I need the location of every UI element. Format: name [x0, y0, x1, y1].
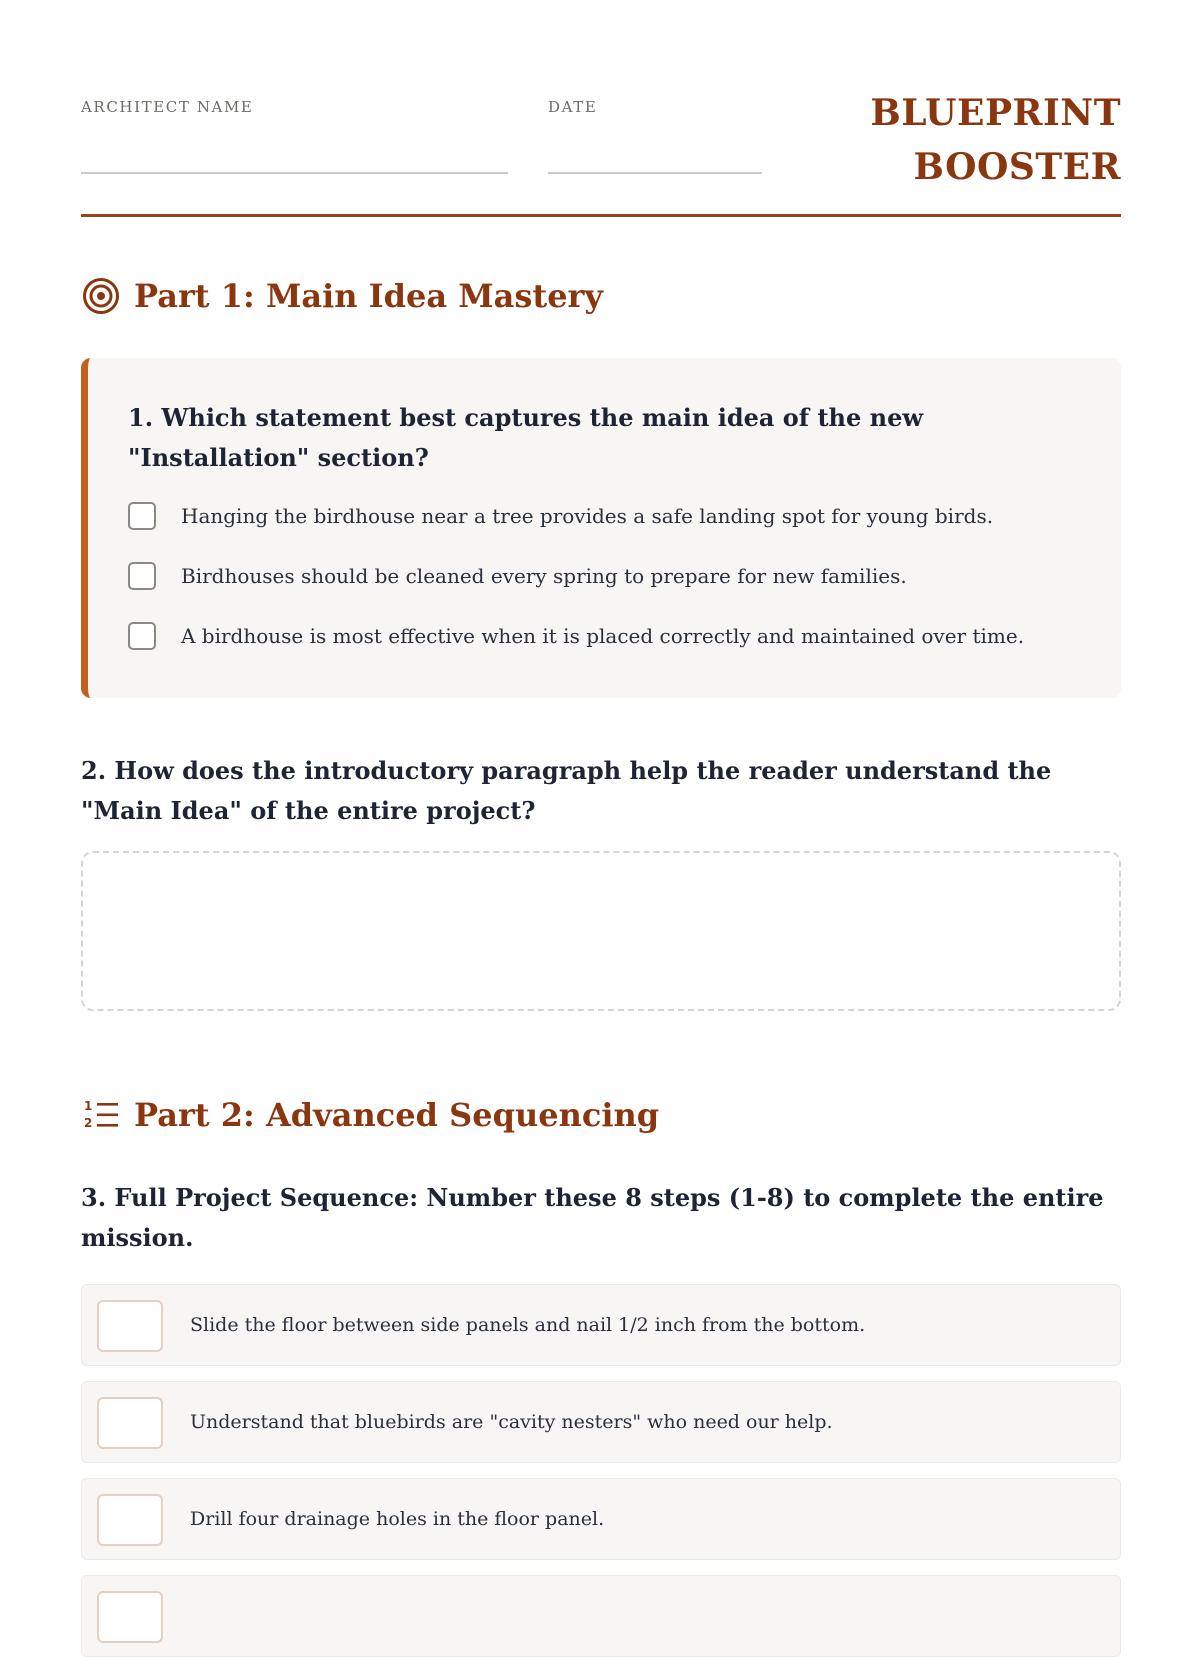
- step-number-input[interactable]: [97, 1300, 163, 1352]
- worksheet-title-line2: BOOSTER: [913, 146, 1121, 188]
- question-1-option-1[interactable]: [128, 502, 993, 530]
- svg-text:2: 2: [84, 1116, 93, 1130]
- step-text: Slide the floor between side panels and nail 1/2 inch from the bottom.: [190, 1314, 866, 1336]
- sequence-step-row: [81, 1478, 1121, 1560]
- question-1-text: 1. Which statement best captures the main idea of the new "Installation" section?: [128, 403, 923, 472]
- date-line[interactable]: [548, 172, 762, 174]
- part1-title: Part 1: Main Idea Mastery: [134, 277, 603, 315]
- architect-name-label: ARCHITECT NAME: [81, 98, 254, 116]
- worksheet-title-line1: BLUEPRINT: [870, 92, 1121, 134]
- checkbox[interactable]: [128, 622, 156, 650]
- question-3-text: 3. Full Project Sequence: Number these 8 steps (1-8) to complete the entire mission.: [81, 1183, 1104, 1252]
- svg-text:1: 1: [84, 1099, 93, 1113]
- question-2-answer-box[interactable]: [81, 851, 1121, 1011]
- target-icon: [81, 276, 121, 316]
- architect-name-line[interactable]: [81, 172, 508, 174]
- option-label: Birdhouses should be cleaned every spring to prepare for new families.: [181, 564, 907, 588]
- question-2-text: 2. How does the introductory paragraph help the reader understand the "Main Idea" of the entire project?: [81, 756, 1052, 825]
- part1-heading: [81, 271, 603, 321]
- sequence-step-row: [81, 1284, 1121, 1366]
- option-label: Hanging the birdhouse near a tree provides a safe landing spot for young birds.: [181, 504, 994, 528]
- step-text: Drill four drainage holes in the floor panel.: [190, 1508, 605, 1530]
- step-text: Understand that bluebirds are "cavity nesters" who need our help.: [190, 1411, 833, 1433]
- question-1-option-2[interactable]: [128, 562, 907, 590]
- worksheet-title: [870, 86, 1121, 194]
- worksheet-header: [81, 0, 1121, 218]
- step-number-input[interactable]: [97, 1591, 163, 1643]
- checkbox[interactable]: [128, 502, 156, 530]
- sequence-step-row: [81, 1381, 1121, 1463]
- date-field[interactable]: [548, 98, 762, 116]
- header-divider: [81, 214, 1121, 217]
- question-1-card: [81, 358, 1121, 698]
- question-1-option-3[interactable]: [128, 622, 1024, 650]
- part2-heading: [81, 1090, 659, 1140]
- part2-title: Part 2: Advanced Sequencing: [134, 1096, 660, 1134]
- numbered-list-icon: [81, 1095, 121, 1135]
- step-number-input[interactable]: [97, 1397, 163, 1449]
- architect-name-field[interactable]: [81, 98, 508, 116]
- step-number-input[interactable]: [97, 1494, 163, 1546]
- sequence-step-row: [81, 1575, 1121, 1657]
- option-label: A birdhouse is most effective when it is placed correctly and maintained over time.: [181, 624, 1025, 648]
- checkbox[interactable]: [128, 562, 156, 590]
- date-label: DATE: [548, 98, 598, 116]
